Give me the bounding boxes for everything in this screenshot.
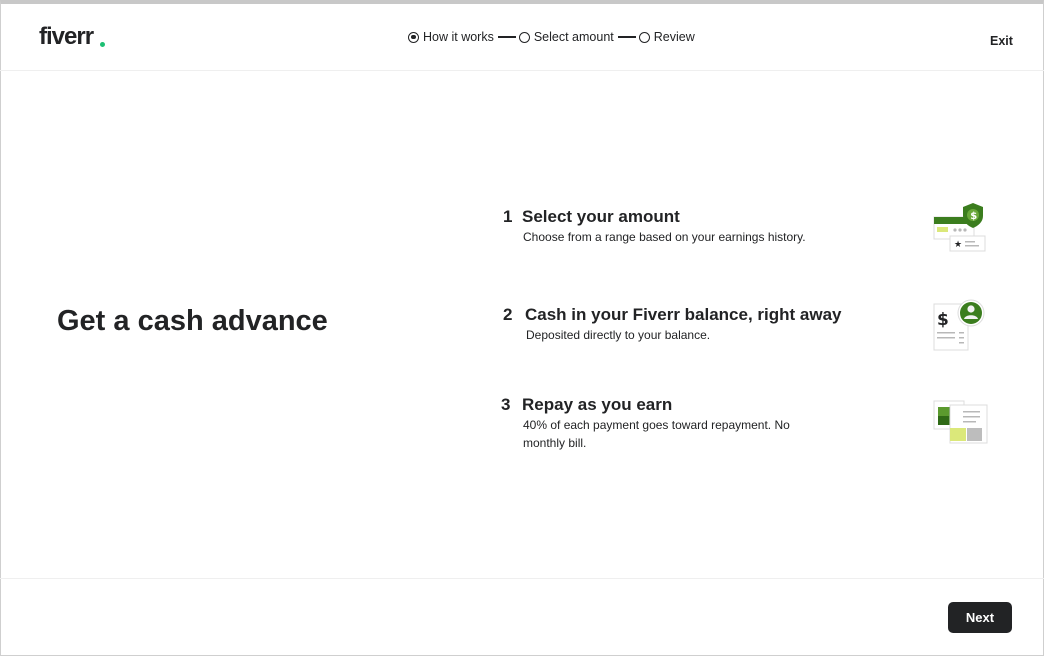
top-bar <box>0 4 1044 71</box>
step-how-it-works <box>408 30 494 44</box>
step-description: Deposited directly to your balance. <box>526 328 711 342</box>
step-number: 2 <box>503 305 513 324</box>
svg-text:$: $ <box>970 211 978 222</box>
step-label: Select amount <box>533 30 614 44</box>
next-button[interactable]: Next <box>948 602 1012 633</box>
step-connector <box>498 36 516 37</box>
step-title: Repay as you earn <box>522 395 673 414</box>
svg-text:$: $ <box>937 310 949 330</box>
step-review <box>639 30 695 44</box>
step-title: Select your amount <box>522 207 680 226</box>
step-number: 3 <box>501 395 511 414</box>
step-circle-icon <box>519 32 530 43</box>
payment-blocks-icon <box>930 398 990 448</box>
step-number: 1 <box>503 207 513 226</box>
step-description: Choose from a range based on your earnings history. <box>523 230 806 244</box>
exit-link[interactable]: Exit <box>990 34 1013 48</box>
logo-dot <box>100 42 105 47</box>
page-title: Get a cash advance <box>57 305 328 337</box>
step-description: 40% of each payment goes toward repayment. No monthly bill. <box>523 418 790 450</box>
dollar-document-user-icon <box>930 297 990 355</box>
step-label: How it works <box>423 30 494 44</box>
shield-dollar-card-icon <box>930 200 990 255</box>
progress-stepper <box>408 29 695 45</box>
step-active-circle-icon <box>408 32 419 43</box>
bottom-bar <box>0 578 1044 656</box>
step-label: Review <box>653 30 695 44</box>
step-circle-icon <box>639 32 650 43</box>
step-connector <box>618 36 636 37</box>
step-title: Cash in your Fiverr balance, right away <box>525 305 842 324</box>
step-select-amount <box>519 30 614 44</box>
fiverr-logo[interactable]: fiverr <box>39 23 94 50</box>
svg-text:★: ★ <box>954 240 963 250</box>
